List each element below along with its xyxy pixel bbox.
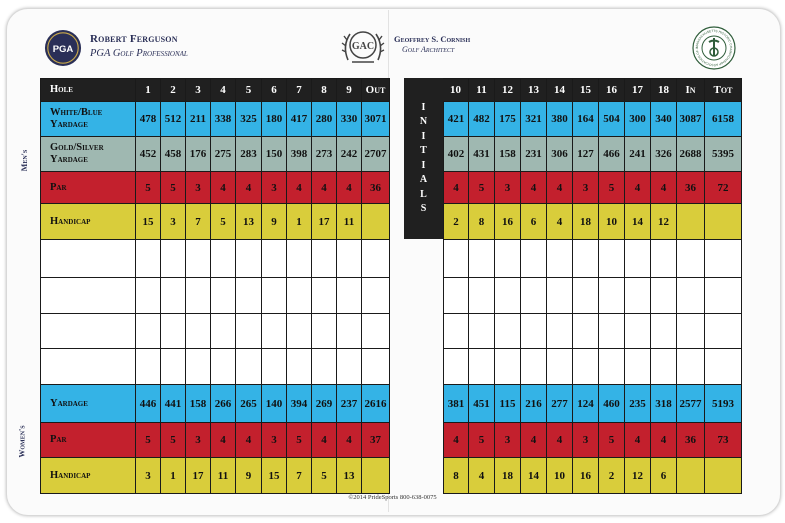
mens-white-blue-yardagerow-front-cell: 512 — [161, 102, 186, 137]
hole-number-header: 14 — [547, 78, 573, 102]
womens-yardagerow-front-cell: 158 — [186, 385, 211, 423]
score-entry-row-back-cell — [705, 314, 742, 349]
womens-yardagerow-front-cell: 2616 — [362, 385, 390, 423]
mens-parrow-front-cell: 36 — [362, 172, 390, 204]
hole-number-header: 4 — [211, 78, 236, 102]
mens-handicaprow-front-cell: 1 — [287, 204, 312, 240]
score-entry-row-front-cell — [312, 278, 337, 314]
mens-gold-silver-yardagerow-back-cell: 2688 — [677, 137, 705, 172]
mens-handicaprow-back-cell: 12 — [651, 204, 677, 240]
score-entry-row-front-cell — [312, 349, 337, 385]
mens-parrow-back-cell: 5 — [469, 172, 495, 204]
mens-gold-silver-yardagerow-front-cell: 176 — [186, 137, 211, 172]
score-entry-row-back-cell — [705, 278, 742, 314]
score-entry-row-back-cell — [547, 240, 573, 278]
mens-gold-silver-yardagerow-label: Gold/Silver Yardage — [40, 137, 136, 172]
mens-handicaprow-front-cell: 5 — [211, 204, 236, 240]
mens-handicaprow-back-cell: 6 — [521, 204, 547, 240]
mens-handicaprow-label: Handicap — [40, 204, 136, 240]
crest-text: GAC — [351, 41, 375, 52]
pro-name: Robert Ferguson — [90, 33, 178, 45]
mens-white-blue-yardagerow-back-cell: 6158 — [705, 102, 742, 137]
score-entry-row-back-cell — [469, 314, 495, 349]
mens-gold-silver-yardagerow-front-cell: 242 — [337, 137, 362, 172]
mens-white-blue-yardagerow-front-cell: 338 — [211, 102, 236, 137]
mens-white-blue-yardagerow-front-cell: 330 — [337, 102, 362, 137]
womens-yardagerow-back-cell: 5193 — [705, 385, 742, 423]
mens-parrow-front-cell: 4 — [287, 172, 312, 204]
mens-white-blue-yardagerow-back-cell: 380 — [547, 102, 573, 137]
womens-handicaprow-label: Handicap — [40, 458, 136, 494]
mens-white-blue-yardagerow-front-cell: 478 — [136, 102, 161, 137]
womens-parrow-back-cell: 4 — [547, 423, 573, 458]
womens-parrow-front-cell: 5 — [136, 423, 161, 458]
footer-copyright: ©2014 PrideSports 800-638-0075 — [348, 494, 437, 501]
initials-column — [404, 78, 443, 239]
mens-gold-silver-yardagerow-front-cell: 275 — [211, 137, 236, 172]
score-entry-row-back-cell — [573, 278, 599, 314]
mens-handicaprow-front-cell: 13 — [236, 204, 262, 240]
mens-white-blue-yardagerow-front-cell: 280 — [312, 102, 337, 137]
score-entry-row-front-cell — [287, 349, 312, 385]
mens-gold-silver-yardagerow-front-cell: 2707 — [362, 137, 390, 172]
score-entry-row-back-cell — [625, 240, 651, 278]
score-entry-row-front-cell — [136, 240, 161, 278]
mens-handicaprow-back-cell: 18 — [573, 204, 599, 240]
womens-parrow-front-cell: 4 — [337, 423, 362, 458]
mens-white-blue-yardagerow-front-cell: 3071 — [362, 102, 390, 137]
hole-number-header: 16 — [599, 78, 625, 102]
mens-gold-silver-yardagerow-front-cell: 273 — [312, 137, 337, 172]
score-entry-row-front-cell — [136, 349, 161, 385]
mens-parrow-front-cell: 3 — [186, 172, 211, 204]
womens-yardagerow-front-cell: 265 — [236, 385, 262, 423]
score-entry-row-back-cell — [495, 314, 521, 349]
mens-handicaprow-front-cell — [362, 204, 390, 240]
architect-title: Golf Architect — [402, 45, 455, 54]
score-entry-row-front-cell — [312, 240, 337, 278]
womens-handicaprow-back-cell: 18 — [495, 458, 521, 494]
womens-yardagerow-front-cell: 394 — [287, 385, 312, 423]
score-entry-row-back-cell — [573, 314, 599, 349]
score-entry-row-front-cell — [186, 314, 211, 349]
womens-parrow-front-cell: 37 — [362, 423, 390, 458]
womens-handicaprow-front-cell: 1 — [161, 458, 186, 494]
mens-parrow-back-cell: 4 — [625, 172, 651, 204]
hole-number-header: 12 — [495, 78, 521, 102]
score-entry-row-back-cell — [599, 349, 625, 385]
score-entry-row-back-cell — [443, 314, 469, 349]
mens-parrow-front-cell: 5 — [136, 172, 161, 204]
mens-gold-silver-yardagerow-front-cell: 150 — [262, 137, 287, 172]
score-entry-row-front-cell — [337, 314, 362, 349]
womens-parrow-front-cell: 3 — [186, 423, 211, 458]
score-entry-row-front-cell — [211, 240, 236, 278]
score-entry-row-back-cell — [677, 349, 705, 385]
mens-parrow-front-cell: 4 — [312, 172, 337, 204]
hole-number-header: 5 — [236, 78, 262, 102]
score-entry-row-front-cell — [362, 349, 390, 385]
mens-handicaprow-back-cell: 16 — [495, 204, 521, 240]
womens-parrow-front-cell: 4 — [236, 423, 262, 458]
womens-handicaprow-back-cell: 16 — [573, 458, 599, 494]
womens-yardagerow-back-cell: 451 — [469, 385, 495, 423]
mens-white-blue-yardagerow-back-cell: 482 — [469, 102, 495, 137]
mens-parrow-back-cell: 4 — [443, 172, 469, 204]
womens-handicaprow-front-cell: 3 — [136, 458, 161, 494]
mens-gold-silver-yardagerow-front-cell: 283 — [236, 137, 262, 172]
score-entry-row-back-cell — [651, 349, 677, 385]
score-entry-row-back-cell — [547, 349, 573, 385]
score-entry-row-front-cell — [362, 314, 390, 349]
hole-number-header: 15 — [573, 78, 599, 102]
mens-white-blue-yardagerow-front-cell: 180 — [262, 102, 287, 137]
mens-parrow-back-cell: 36 — [677, 172, 705, 204]
score-entry-row-back-cell — [625, 349, 651, 385]
hole-number-header: 13 — [521, 78, 547, 102]
womens-handicaprow-front-cell: 9 — [236, 458, 262, 494]
mens-parrow-back-cell: 3 — [573, 172, 599, 204]
score-entry-row-back-cell — [521, 278, 547, 314]
score-entry-row-front-cell — [186, 240, 211, 278]
score-entry-row-back-cell — [677, 278, 705, 314]
score-entry-row-front-cell — [211, 349, 236, 385]
hole-number-header: 7 — [287, 78, 312, 102]
mens-white-blue-yardagerow-label: White/Blue Yardage — [40, 102, 136, 137]
mens-gold-silver-yardagerow-back-cell: 402 — [443, 137, 469, 172]
mens-gold-silver-yardagerow-back-cell: 127 — [573, 137, 599, 172]
mens-white-blue-yardagerow-back-cell: 340 — [651, 102, 677, 137]
mens-handicaprow-back-cell: 10 — [599, 204, 625, 240]
mens-handicaprow-back-cell — [705, 204, 742, 240]
pro-title: PGA Golf Professional — [90, 48, 188, 59]
womens-yardagerow-front-cell: 446 — [136, 385, 161, 423]
score-entry-row-front-cell — [136, 314, 161, 349]
score-entry-row-label — [40, 278, 136, 314]
womens-handicaprow-back-cell: 10 — [547, 458, 573, 494]
womens-parrow-back-cell: 5 — [599, 423, 625, 458]
mens-handicaprow-back-cell: 14 — [625, 204, 651, 240]
womens-handicaprow-front-cell: 15 — [262, 458, 287, 494]
womens-section-label: Women's — [17, 425, 27, 458]
score-entry-row-back-cell — [599, 314, 625, 349]
mens-gold-silver-yardagerow-back-cell: 241 — [625, 137, 651, 172]
score-entry-row-back-cell — [547, 314, 573, 349]
womens-parrow-back-cell: 5 — [469, 423, 495, 458]
score-entry-row-back-cell — [443, 278, 469, 314]
mens-parrow-label: Par — [40, 172, 136, 204]
score-entry-row-back-cell — [599, 240, 625, 278]
score-entry-row-front-cell — [287, 278, 312, 314]
score-entry-row-back-cell — [651, 278, 677, 314]
mens-white-blue-yardagerow-back-cell: 300 — [625, 102, 651, 137]
womens-yardagerow-front-cell: 269 — [312, 385, 337, 423]
womens-yardagerow-front-cell: 441 — [161, 385, 186, 423]
womens-parrow-label: Par — [40, 423, 136, 458]
mens-section-label: Men's — [20, 149, 30, 172]
score-entry-row-back-cell — [705, 349, 742, 385]
womens-yardagerow-back-cell: 2577 — [677, 385, 705, 423]
initials-letter: N — [419, 116, 428, 127]
womens-handicaprow-front-cell: 5 — [312, 458, 337, 494]
womens-parrow-front-cell: 5 — [287, 423, 312, 458]
score-entry-row-back-cell — [469, 349, 495, 385]
hole-number-header: 11 — [469, 78, 495, 102]
womens-yardagerow-label: Yardage — [40, 385, 136, 423]
mens-parrow-back-cell: 4 — [547, 172, 573, 204]
mens-handicaprow-front-cell: 11 — [337, 204, 362, 240]
hole-number-header: 3 — [186, 78, 211, 102]
score-entry-row-back-cell — [677, 240, 705, 278]
association-seal-logo — [692, 26, 736, 70]
mens-parrow-front-cell: 4 — [236, 172, 262, 204]
score-entry-row-label — [40, 314, 136, 349]
score-entry-row-back-cell — [521, 240, 547, 278]
score-entry-row-back-cell — [443, 240, 469, 278]
score-entry-row-front-cell — [161, 240, 186, 278]
hole-number-header: 6 — [262, 78, 287, 102]
score-entry-row-front-cell — [337, 240, 362, 278]
mens-parrow-front-cell: 4 — [211, 172, 236, 204]
mens-gold-silver-yardagerow-back-cell: 306 — [547, 137, 573, 172]
womens-yardagerow-back-cell: 216 — [521, 385, 547, 423]
womens-parrow-front-cell: 3 — [262, 423, 287, 458]
pga-logo — [44, 29, 82, 67]
mens-parrow-back-cell: 5 — [599, 172, 625, 204]
womens-handicaprow-front-cell: 13 — [337, 458, 362, 494]
score-entry-row-back-cell — [573, 349, 599, 385]
score-entry-row-back-cell — [521, 314, 547, 349]
hole-number-header: 2 — [161, 78, 186, 102]
hole-number-header: 9 — [337, 78, 362, 102]
score-entry-row-front-cell — [211, 278, 236, 314]
score-entry-row-back-cell — [573, 240, 599, 278]
score-entry-row-front-cell — [362, 240, 390, 278]
score-entry-row-label — [40, 349, 136, 385]
hole-header-label: Hole — [40, 78, 136, 102]
hole-number-header: 1 — [136, 78, 161, 102]
mens-white-blue-yardagerow-back-cell: 164 — [573, 102, 599, 137]
womens-yardagerow-back-cell: 460 — [599, 385, 625, 423]
initials-letter: L — [420, 188, 427, 200]
womens-parrow-front-cell: 4 — [211, 423, 236, 458]
score-entry-row-front-cell — [362, 278, 390, 314]
score-entry-row-back-cell — [599, 278, 625, 314]
score-entry-row-front-cell — [136, 278, 161, 314]
mens-gold-silver-yardagerow-front-cell: 398 — [287, 137, 312, 172]
hole-number-header: Out — [362, 78, 390, 102]
mens-handicaprow-front-cell: 9 — [262, 204, 287, 240]
score-entry-row-front-cell — [337, 278, 362, 314]
womens-handicaprow-back-cell: 12 — [625, 458, 651, 494]
hole-number-header: 17 — [625, 78, 651, 102]
hole-number-header: 10 — [443, 78, 469, 102]
womens-yardagerow-front-cell: 140 — [262, 385, 287, 423]
score-entry-row-front-cell — [262, 349, 287, 385]
initials-letter: T — [420, 145, 427, 156]
mens-gold-silver-yardagerow-back-cell: 466 — [599, 137, 625, 172]
mens-gold-silver-yardagerow-back-cell: 431 — [469, 137, 495, 172]
score-entry-row-back-cell — [677, 314, 705, 349]
mens-parrow-front-cell: 3 — [262, 172, 287, 204]
mens-parrow-front-cell: 4 — [337, 172, 362, 204]
score-entry-row-front-cell — [236, 240, 262, 278]
mens-parrow-back-cell: 4 — [521, 172, 547, 204]
womens-handicaprow-front-cell: 11 — [211, 458, 236, 494]
club-crest-logo — [338, 22, 388, 72]
hole-number-header: 8 — [312, 78, 337, 102]
mens-white-blue-yardagerow-back-cell: 321 — [521, 102, 547, 137]
womens-handicaprow-back-cell: 4 — [469, 458, 495, 494]
score-entry-row-back-cell — [625, 314, 651, 349]
score-entry-row-front-cell — [186, 278, 211, 314]
hole-number-header: 18 — [651, 78, 677, 102]
mens-white-blue-yardagerow-front-cell: 417 — [287, 102, 312, 137]
womens-handicaprow-front-cell — [362, 458, 390, 494]
mens-white-blue-yardagerow-back-cell: 3087 — [677, 102, 705, 137]
score-entry-row-front-cell — [337, 349, 362, 385]
womens-parrow-back-cell: 3 — [573, 423, 599, 458]
womens-yardagerow-back-cell: 124 — [573, 385, 599, 423]
womens-yardagerow-back-cell: 318 — [651, 385, 677, 423]
womens-parrow-back-cell: 73 — [705, 423, 742, 458]
hole-number-header: In — [677, 78, 705, 102]
score-entry-row-back-cell — [495, 240, 521, 278]
mens-parrow-back-cell: 3 — [495, 172, 521, 204]
womens-handicaprow-front-cell: 7 — [287, 458, 312, 494]
mens-parrow-back-cell: 4 — [651, 172, 677, 204]
score-entry-row-back-cell — [495, 349, 521, 385]
mens-handicaprow-back-cell: 8 — [469, 204, 495, 240]
score-entry-row-back-cell — [651, 314, 677, 349]
womens-handicaprow-back-cell — [677, 458, 705, 494]
score-entry-row-label — [40, 240, 136, 278]
mens-white-blue-yardagerow-front-cell: 211 — [186, 102, 211, 137]
architect-name: Geoffrey S. Cornish — [394, 34, 471, 44]
womens-yardagerow-back-cell: 235 — [625, 385, 651, 423]
womens-parrow-front-cell: 5 — [161, 423, 186, 458]
score-entry-row-back-cell — [625, 278, 651, 314]
mens-gold-silver-yardagerow-back-cell: 5395 — [705, 137, 742, 172]
womens-handicaprow-back-cell: 14 — [521, 458, 547, 494]
womens-handicaprow-back-cell: 2 — [599, 458, 625, 494]
mens-gold-silver-yardagerow-back-cell: 231 — [521, 137, 547, 172]
initials-letter: I — [421, 159, 426, 171]
initials-letter: S — [420, 203, 427, 214]
score-entry-row-back-cell — [521, 349, 547, 385]
score-entry-row-front-cell — [262, 278, 287, 314]
score-entry-row-back-cell — [469, 240, 495, 278]
score-entry-row-front-cell — [236, 278, 262, 314]
womens-handicaprow-back-cell — [705, 458, 742, 494]
score-entry-row-front-cell — [287, 240, 312, 278]
score-entry-row-back-cell — [547, 278, 573, 314]
womens-yardagerow-back-cell: 277 — [547, 385, 573, 423]
score-entry-row-front-cell — [262, 240, 287, 278]
womens-parrow-back-cell: 4 — [521, 423, 547, 458]
mens-handicaprow-front-cell: 17 — [312, 204, 337, 240]
score-entry-row-back-cell — [651, 240, 677, 278]
womens-parrow-front-cell: 4 — [312, 423, 337, 458]
hole-number-header: Tot — [705, 78, 742, 102]
mens-parrow-front-cell: 5 — [161, 172, 186, 204]
mens-parrow-back-cell: 72 — [705, 172, 742, 204]
mens-handicaprow-front-cell: 15 — [136, 204, 161, 240]
mens-white-blue-yardagerow-back-cell: 421 — [443, 102, 469, 137]
womens-parrow-back-cell: 36 — [677, 423, 705, 458]
womens-handicaprow-back-cell: 6 — [651, 458, 677, 494]
score-entry-row-front-cell — [161, 349, 186, 385]
mens-gold-silver-yardagerow-back-cell: 326 — [651, 137, 677, 172]
score-entry-row-front-cell — [186, 349, 211, 385]
mens-handicaprow-front-cell: 3 — [161, 204, 186, 240]
womens-yardagerow-front-cell: 266 — [211, 385, 236, 423]
mens-handicaprow-front-cell: 7 — [186, 204, 211, 240]
mens-handicaprow-back-cell — [677, 204, 705, 240]
score-entry-row-back-cell — [495, 278, 521, 314]
score-entry-row-front-cell — [161, 278, 186, 314]
mens-handicaprow-back-cell: 4 — [547, 204, 573, 240]
mens-white-blue-yardagerow-back-cell: 504 — [599, 102, 625, 137]
mens-white-blue-yardagerow-back-cell: 175 — [495, 102, 521, 137]
womens-handicaprow-back-cell: 8 — [443, 458, 469, 494]
mens-white-blue-yardagerow-front-cell: 325 — [236, 102, 262, 137]
womens-parrow-back-cell: 4 — [443, 423, 469, 458]
initials-letter: A — [419, 174, 428, 185]
mens-gold-silver-yardagerow-back-cell: 158 — [495, 137, 521, 172]
score-entry-row-front-cell — [312, 314, 337, 349]
womens-yardagerow-front-cell: 237 — [337, 385, 362, 423]
mens-gold-silver-yardagerow-front-cell: 452 — [136, 137, 161, 172]
score-entry-row-back-cell — [705, 240, 742, 278]
womens-yardagerow-back-cell: 381 — [443, 385, 469, 423]
score-entry-row-back-cell — [469, 278, 495, 314]
womens-yardagerow-back-cell: 115 — [495, 385, 521, 423]
score-entry-row-front-cell — [236, 314, 262, 349]
seal-text: MASSACHUSETTS HISTORIC CHAMPIONSHIP ASSOCIATION OF A — [694, 28, 734, 68]
score-entry-row-front-cell — [211, 314, 236, 349]
womens-parrow-back-cell: 3 — [495, 423, 521, 458]
initials-letter: I — [421, 130, 426, 142]
score-entry-row-front-cell — [262, 314, 287, 349]
score-entry-row-back-cell — [443, 349, 469, 385]
womens-handicaprow-front-cell: 17 — [186, 458, 211, 494]
pga-logo-text: PGA — [52, 43, 74, 55]
womens-parrow-back-cell: 4 — [651, 423, 677, 458]
initials-letter: I — [421, 101, 426, 113]
mens-handicaprow-back-cell: 2 — [443, 204, 469, 240]
score-entry-row-front-cell — [236, 349, 262, 385]
womens-parrow-back-cell: 4 — [625, 423, 651, 458]
mens-gold-silver-yardagerow-front-cell: 458 — [161, 137, 186, 172]
score-entry-row-front-cell — [287, 314, 312, 349]
score-entry-row-front-cell — [161, 314, 186, 349]
